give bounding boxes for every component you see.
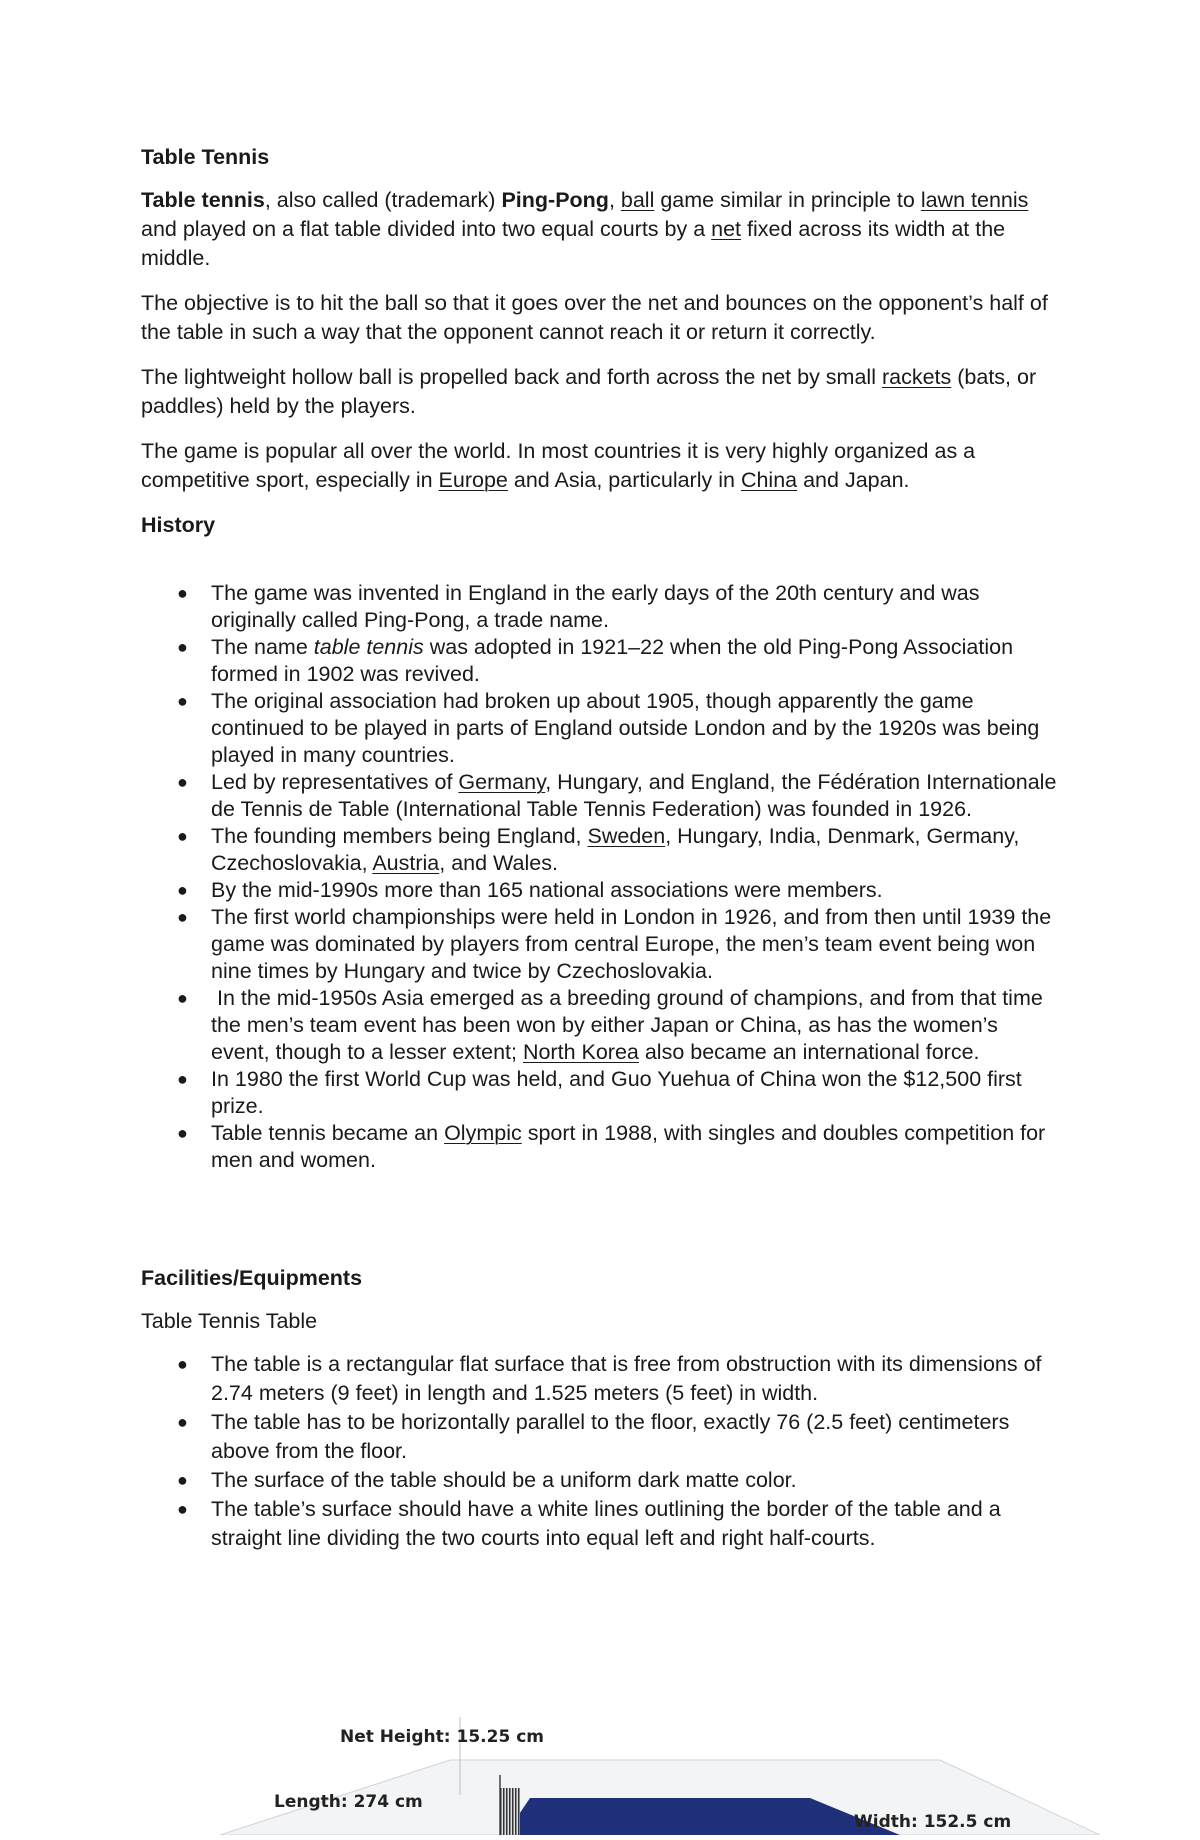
- history-text: In 1980 the first World Cup was held, and Guo Yuehua of China won the $12,500 first prize.: [211, 1067, 1022, 1118]
- list-item: [141, 985, 1061, 1066]
- pop-text-2: and Asia, particularly in: [507, 468, 741, 492]
- history-text: The name: [211, 635, 314, 659]
- link-sweden[interactable]: Sweden: [587, 824, 666, 848]
- history-text: Table tennis became an: [211, 1121, 445, 1145]
- bullet-icon: ●: [177, 691, 188, 711]
- intro-text-1: , also called (trademark): [264, 188, 502, 212]
- pop-text-1: The game is popular all over the world. In most countries it is very highly organized as a competitive sport, especially in: [141, 439, 976, 492]
- link-rackets[interactable]: rackets: [881, 365, 952, 389]
- history-text: , Hungary, India, Denmark, Germany, Czechoslovakia,: [211, 824, 1020, 875]
- objective-paragraph: The objective is to hit the ball so that it goes over the net and bounces on the opponent’s half of the table in such a way that the opponent cannot reach it or return it correctly.: [141, 291, 1048, 344]
- list-item: [141, 1408, 1061, 1466]
- list-item: [141, 823, 1061, 877]
- history-text: , Hungary, and England, the Fédération Internationale de Tennis de Table (International Table Tennis Federation) was founded in 1926.: [211, 770, 1057, 821]
- document-page: [141, 143, 1061, 1553]
- history-text: The original association had broken up about 1905, though apparently the game continued to be played in parts of England outside London and by the 1920s was being played in many countries.: [211, 689, 1040, 767]
- link-north-korea[interactable]: North Korea: [522, 1040, 639, 1064]
- bullet-icon: ●: [177, 988, 188, 1008]
- facilities-heading: Facilities/Equipments: [141, 1266, 363, 1290]
- bullet-icon: ●: [177, 880, 188, 900]
- table-text: The table’s surface should have a white lines outlining the border of the table and a straight line dividing the two courts into equal left and right half-courts.: [211, 1497, 1001, 1550]
- intro-text-3: game similar in principle to: [654, 188, 921, 212]
- list-item: [141, 1066, 1061, 1120]
- table-text: The table is a rectangular flat surface that is free from obstruction with its dimensions of 2.74 meters (9 feet) in length and 1.525 meters (5 feet) in width.: [211, 1352, 1042, 1405]
- bullet-icon: ●: [177, 1354, 188, 1374]
- link-china[interactable]: China: [740, 468, 798, 492]
- list-item: [141, 634, 1061, 688]
- ball-text-2: (bats, or paddles) held by the players.: [141, 365, 1037, 418]
- width-label: Width: 152.5 cm: [854, 1812, 1012, 1832]
- link-germany[interactable]: Germany: [458, 770, 546, 794]
- spacer: [141, 1174, 1061, 1264]
- history-heading: History: [141, 513, 216, 537]
- term-table-tennis: Table tennis: [141, 188, 265, 212]
- ball-paragraph: [141, 363, 1061, 421]
- pop-text-3: and Japan.: [797, 468, 910, 492]
- list-item: [141, 1466, 1061, 1495]
- link-olympic[interactable]: Olympic: [444, 1121, 522, 1145]
- bullet-icon: ●: [177, 1499, 188, 1519]
- intro-text-5: fixed across its width at the middle.: [141, 217, 1006, 270]
- list-item: [141, 904, 1061, 985]
- history-text: Led by representatives of: [211, 770, 459, 794]
- bullet-icon: ●: [177, 907, 188, 927]
- history-text: , and Wales.: [439, 851, 558, 875]
- ball-text-1: The lightweight hollow ball is propelled back and forth across the net by small: [141, 365, 882, 389]
- list-item: [141, 877, 1061, 904]
- history-text: In the mid-1950s Asia emerged as a breeding ground of champions, and from that time the men’s team event has been won by either Japan or China, as has the women’s event, though to a lesser extent;: [211, 986, 1049, 1064]
- list-item: [141, 1350, 1061, 1408]
- history-text: was adopted in 1921–22 when the old Ping-Pong Association formed in 1902 was revived.: [211, 635, 1014, 686]
- bullet-icon: ●: [177, 1123, 188, 1143]
- bullet-icon: ●: [177, 826, 188, 846]
- document-title: Table Tennis: [141, 145, 270, 169]
- bullet-icon: ●: [177, 637, 188, 657]
- history-text: By the mid-1990s more than 165 national associations were members.: [211, 878, 883, 902]
- list-item: [141, 580, 1061, 634]
- list-item: [141, 1120, 1061, 1174]
- list-item: [141, 769, 1061, 823]
- bullet-icon: ●: [177, 772, 188, 792]
- bullet-icon: ●: [177, 1412, 188, 1432]
- table-text: The surface of the table should be a uniform dark matte color.: [211, 1468, 797, 1492]
- bullet-icon: ●: [177, 583, 188, 603]
- intro-text-4: and played on a flat table divided into two equal courts by a: [141, 217, 712, 241]
- intro-text-2: ,: [608, 188, 621, 212]
- table-diagram: [200, 1700, 1100, 1835]
- list-item: [141, 1495, 1061, 1553]
- table-text: The table has to be horizontally parallel to the floor, exactly 76 (2.5 feet) centimeters above from the floor.: [211, 1410, 1010, 1463]
- history-emphasis: table tennis: [313, 635, 424, 659]
- link-lawn-tennis[interactable]: lawn tennis: [920, 188, 1029, 212]
- list-item: [141, 688, 1061, 769]
- link-europe[interactable]: Europe: [438, 468, 508, 492]
- net-height-label: Net Height: 15.25 cm: [340, 1727, 544, 1747]
- bullet-icon: ●: [177, 1069, 188, 1089]
- length-label: Length: 274 cm: [274, 1792, 423, 1812]
- link-net[interactable]: net: [711, 217, 742, 241]
- history-list: [141, 580, 1061, 1174]
- popularity-paragraph: [141, 437, 1061, 495]
- net-mesh: [500, 1788, 520, 1835]
- table-subheading: Table Tennis Table: [141, 1309, 318, 1333]
- bullet-icon: ●: [177, 1470, 188, 1490]
- history-text: The game was invented in England in the early days of the 20th century and was originally called Ping-Pong, a trade name.: [211, 581, 980, 632]
- history-text: The founding members being England,: [211, 824, 588, 848]
- link-austria[interactable]: Austria: [372, 851, 440, 875]
- history-text: The first world championships were held in London in 1926, and from then until 1939 the game was dominated by players from central Europe, the men’s team event being won nine times by Hungary and twice by Czechoslovakia.: [211, 905, 1052, 983]
- term-ping-pong: Ping-Pong: [501, 188, 609, 212]
- link-ball[interactable]: ball: [620, 188, 655, 212]
- history-text: also became an international force.: [638, 1040, 980, 1064]
- intro-paragraph: [141, 186, 1061, 273]
- table-list: [141, 1350, 1061, 1553]
- history-text: sport in 1988, with singles and doubles competition for men and women.: [211, 1121, 1046, 1172]
